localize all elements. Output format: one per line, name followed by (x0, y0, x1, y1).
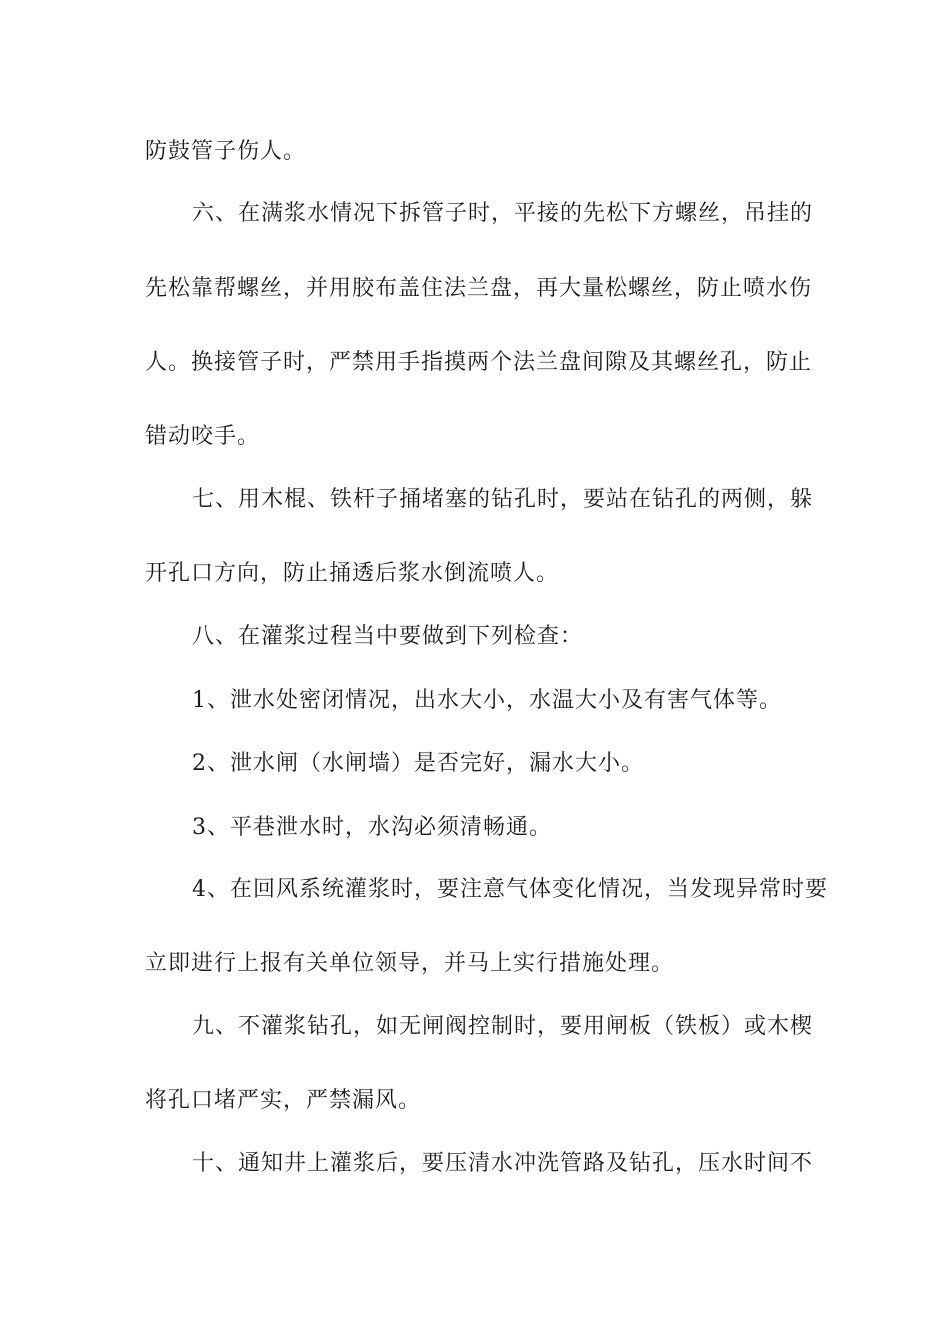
text-line: 错动咬手。 (145, 424, 261, 449)
text-line: 九、不灌浆钻孔，如无闸阀控制时，要用闸板（铁板）或木楔 (192, 1014, 814, 1039)
text-line: 将孔口堵严实，严禁漏风。 (145, 1088, 422, 1113)
text-line: 立即进行上报有关单位领导，并马上实行措施处理。 (145, 951, 675, 976)
text-line: 1、泄水处密闭情况，出水大小，水温大小及有害气体等。 (192, 688, 782, 713)
text-line: 人。换接管子时，严禁用手指摸两个法兰盘间隙及其螺丝孔，防止 (145, 350, 813, 375)
text-line: 先松靠帮螺丝，并用胶布盖住法兰盘，再大量松螺丝，防止喷水伤 (145, 276, 813, 301)
text-line: 防鼓管子伤人。 (145, 139, 307, 164)
text-line: 开孔口方向，防止捅透后浆水倒流喷人。 (145, 561, 560, 586)
text-line: 3、平巷泄水时，水沟必须清畅通。 (192, 815, 552, 840)
text-line: 六、在满浆水情况下拆管子时，平接的先松下方螺丝，吊挂的 (192, 201, 814, 226)
text-line: 2、泄水闸（水闸墙）是否完好，漏水大小。 (192, 751, 644, 776)
text-line: 4、在回风系统灌浆时，要注意气体变化情况，当发现异常时要 (192, 877, 828, 902)
text-line: 八、在灌浆过程当中要做到下列检查： (192, 624, 584, 649)
text-line: 十、通知井上灌浆后，要压清水冲洗管路及钻孔，压水时间不 (192, 1151, 814, 1176)
text-line: 七、用木棍、铁杆子捅堵塞的钻孔时，要站在钻孔的两侧，躲 (192, 487, 814, 512)
